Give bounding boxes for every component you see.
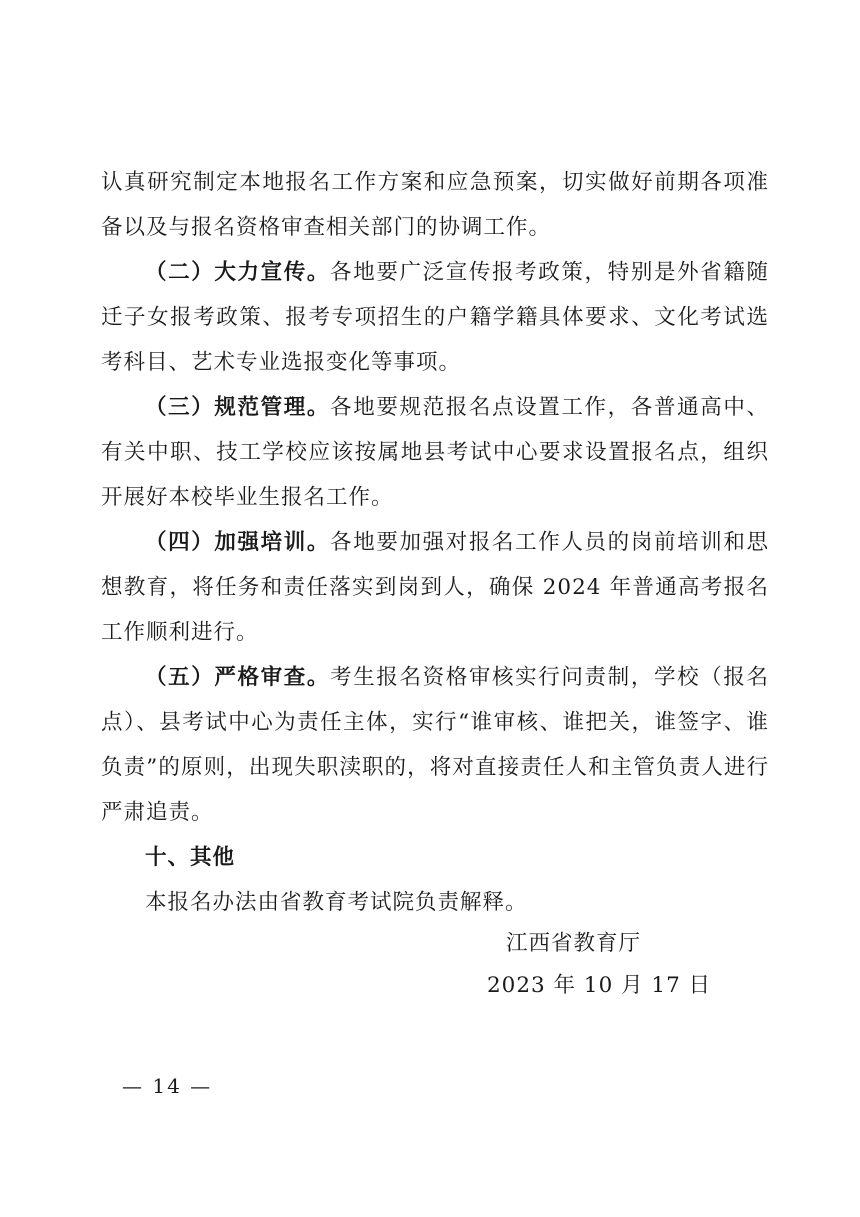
- paragraph-review: [101, 655, 769, 835]
- paragraph-heading: （二）大力宣传。: [145, 260, 331, 285]
- paragraph-interpretation: [101, 880, 769, 925]
- paragraph-text: 本报名办法由省教育考试院负责解释。: [145, 890, 528, 915]
- signature-organization: 江西省教育厅: [506, 931, 642, 956]
- paragraph-training: [101, 520, 769, 655]
- paragraph-text: 考生报名资格审核实行问责制，学校（报名点）、县考试中心为责任主体，实行“谁审核、谁把关，谁签字、谁负责”的原则，出现失职渎职的，将对直接责任人和主管负责人进行严肃追责。: [101, 665, 769, 825]
- paragraph-management: [101, 385, 769, 520]
- paragraph-text: 各地要加强对报名工作人员的岗前培训和思想教育，将任务和责任落实到岗到人，确保 2024 年普通高考报名工作顺利进行。: [101, 530, 769, 645]
- page-number: — 14 —: [122, 1074, 213, 1098]
- paragraph-publicity: [101, 250, 769, 385]
- signature-date: 2023 年 10 月 17 日: [487, 973, 712, 998]
- paragraph-heading: （三）规范管理。: [145, 395, 331, 420]
- paragraph-heading: （四）加强培训。: [145, 530, 331, 555]
- paragraph-text: 各地要规范报名点设置工作，各普通高中、有关中职、技工学校应该按属地县考试中心要求设置报名点，组织开展好本校毕业生报名工作。: [101, 395, 769, 510]
- section-heading-other: [101, 835, 769, 880]
- paragraph-text: 认真研究制定本地报名工作方案和应急预案，切实做好前期各项准备以及与报名资格审查相关部门的协调工作。: [101, 170, 769, 240]
- paragraph-text: 各地要广泛宣传报考政策，特别是外省籍随迁子女报考政策、报考专项招生的户籍学籍具体要求、文化考试选考科目、艺术专业选报变化等事项。: [101, 260, 769, 375]
- paragraph-heading: （五）严格审查。: [145, 665, 331, 690]
- document-body: [101, 160, 769, 925]
- paragraph-continuation: [101, 160, 769, 250]
- section-title: 十、其他: [145, 845, 236, 870]
